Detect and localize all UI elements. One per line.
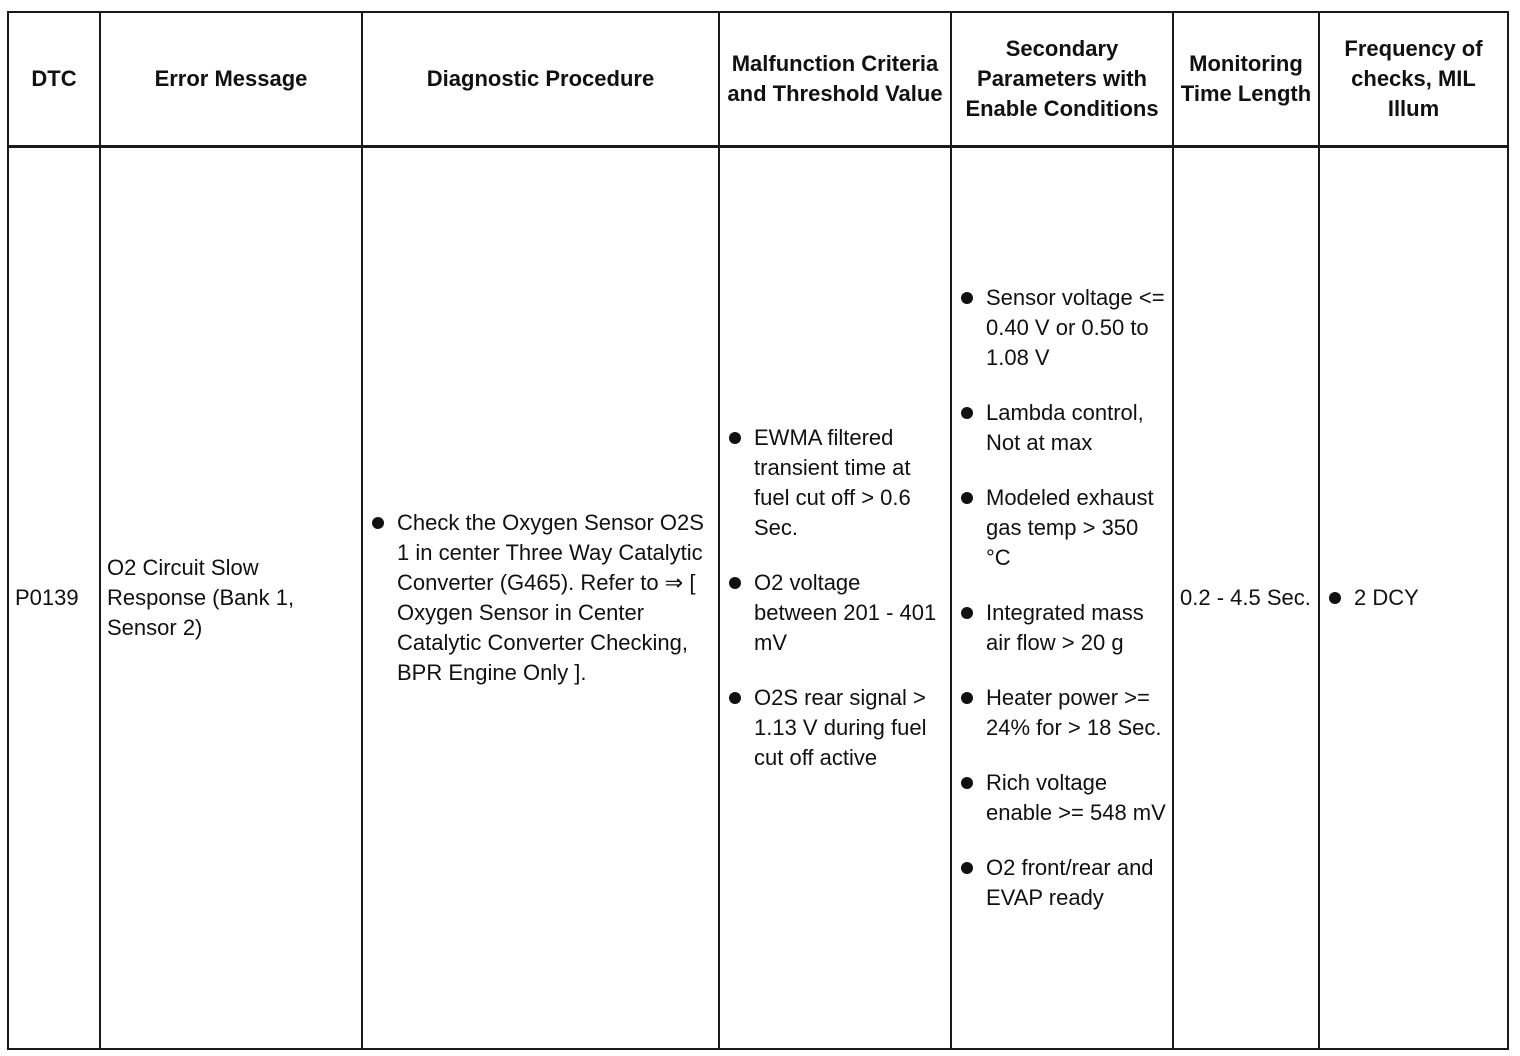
bullet-icon (729, 692, 741, 704)
procedure-text: Check the Oxygen Sensor O2S 1 in center Three Way Catalytic Converter (G465). Refer to ⇒ [ Oxygen Sensor in Center Catalytic Converter Checking, BPR Engine Only ]. (397, 510, 704, 685)
frequency-text: 2 DCY (1354, 585, 1419, 610)
malfunction-text: O2 voltage between 201 - 401 mV (754, 570, 937, 655)
bullet-icon (961, 292, 973, 304)
secondary-item (958, 598, 1166, 658)
bullet-icon (961, 692, 973, 704)
procedure-item (369, 508, 712, 688)
frequency-item (1326, 583, 1501, 613)
header-malfunction-criteria: Malfunction Criteria and Threshold Value (719, 12, 951, 147)
header-diagnostic-procedure: Diagnostic Procedure (362, 12, 719, 147)
bullet-icon (372, 517, 384, 529)
secondary-item (958, 683, 1166, 743)
malfunction-text: O2S rear signal > 1.13 V during fuel cut off active (754, 685, 927, 770)
header-secondary-parameters: Secondary Parameters with Enable Conditions (951, 12, 1173, 147)
header-monitoring-time: Monitoring Time Length (1173, 12, 1319, 147)
bullet-icon (961, 607, 973, 619)
secondary-item (958, 283, 1166, 373)
secondary-text: Heater power >= 24% for > 18 Sec. (986, 685, 1162, 740)
bullet-icon (1329, 592, 1341, 604)
secondary-item (958, 853, 1166, 913)
bullet-icon (729, 577, 741, 589)
secondary-text: Rich voltage enable >= 548 mV (986, 770, 1166, 825)
cell-secondary-parameters (951, 147, 1173, 1050)
frequency-list (1326, 583, 1501, 613)
cell-error-message (100, 147, 362, 1050)
bullet-icon (729, 432, 741, 444)
cell-malfunction-criteria (719, 147, 951, 1050)
secondary-item (958, 768, 1166, 828)
cell-dtc (8, 147, 100, 1050)
bullet-icon (961, 777, 973, 789)
table-row (8, 147, 1508, 1050)
malfunction-list (726, 423, 944, 773)
malfunction-item (726, 423, 944, 543)
cell-monitoring-time (1173, 147, 1319, 1050)
bullet-icon (961, 407, 973, 419)
header-error-message: Error Message (100, 12, 362, 147)
malfunction-item (726, 683, 944, 773)
cell-diagnostic-procedure (362, 147, 719, 1050)
secondary-item (958, 398, 1166, 458)
secondary-item (958, 483, 1166, 573)
secondary-text: Lambda control, Not at max (986, 400, 1144, 455)
bullet-icon (961, 862, 973, 874)
header-row (8, 12, 1508, 147)
cell-frequency (1319, 147, 1508, 1050)
procedure-list (369, 508, 712, 688)
secondary-text: Integrated mass air flow > 20 g (986, 600, 1144, 655)
error-message-text: O2 Circuit Slow Response (Bank 1, Sensor 2) (107, 555, 295, 640)
malfunction-text: EWMA filtered transient time at fuel cut off > 0.6 Sec. (754, 425, 911, 540)
secondary-text: Sensor voltage <= 0.40 V or 0.50 to 1.08 V (986, 285, 1165, 370)
secondary-list (958, 283, 1166, 913)
header-frequency: Frequency of checks, MIL Illum (1319, 12, 1508, 147)
dtc-table (7, 11, 1509, 1050)
header-dtc: DTC (8, 12, 100, 147)
secondary-text: Modeled exhaust gas temp > 350 °C (986, 485, 1154, 570)
monitoring-time-text: 0.2 - 4.5 Sec. (1180, 585, 1311, 610)
dtc-code: P0139 (15, 585, 79, 610)
malfunction-item (726, 568, 944, 658)
secondary-text: O2 front/rear and EVAP ready (986, 855, 1154, 910)
bullet-icon (961, 492, 973, 504)
